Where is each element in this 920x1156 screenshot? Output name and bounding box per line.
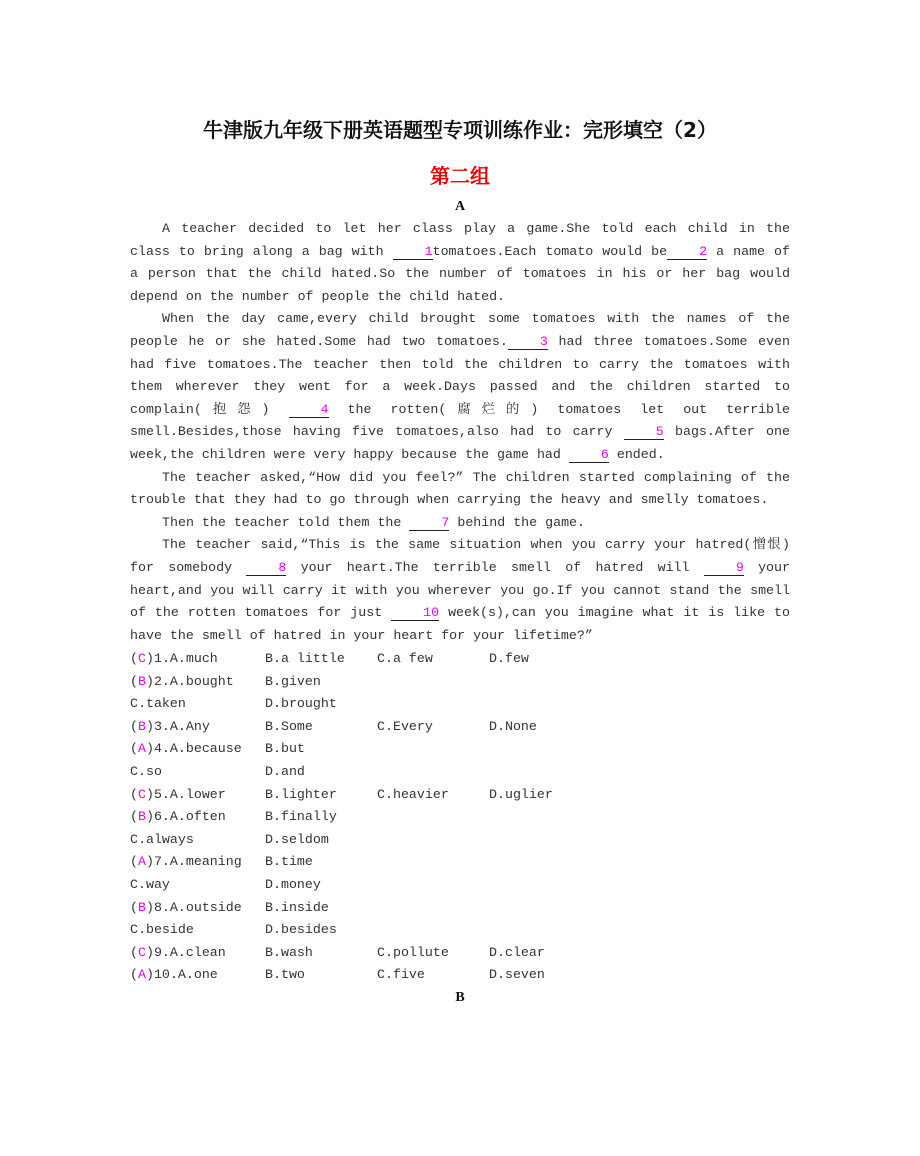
option-text: B.wash [265,944,313,960]
blank-9: 9 [704,560,744,576]
option-cell [265,851,377,874]
option-cell [130,942,265,965]
option-text: C.heavier [377,786,449,802]
paren: ( [130,673,138,689]
blank-4: 4 [289,402,329,418]
paragraph [130,467,790,512]
option-cell [489,942,589,965]
option-text: B.a little [265,651,345,666]
blank-6: 6 [569,447,609,463]
option-cell [130,919,265,942]
paragraph-text: Then the teacher told them the [162,514,410,530]
option-text: C.pollute [377,944,449,960]
option-text: C.beside [130,922,194,938]
paren: ) [145,944,154,960]
option-cell [265,738,377,761]
option-row [130,964,589,987]
paragraph-text: tomatoes.Each tomato would be [432,243,668,259]
option-cell [265,964,377,987]
option-cell [265,829,377,852]
option-cell [265,784,377,807]
option-cell [489,784,589,807]
paren: ) [145,673,154,689]
paren: ) [145,741,154,757]
paren: ) [145,854,154,870]
paragraph-text: had three tomatoes.Some even had five tomatoes.The teacher then told the children to carry the tomatoes with them wherever they went for a week.Days passed and the children started to complain(抱怨) [130,333,791,417]
paren: ) [145,786,154,802]
option-row [130,897,589,920]
option-text: C.taken [130,696,186,712]
option-text: B.Some [265,718,313,734]
paragraph [130,218,790,308]
option-text: B.given [265,673,321,689]
option-text: 8.A.outside [153,899,242,915]
option-text: B.time [265,854,313,870]
answer-letter: A [137,967,146,983]
option-cell [130,671,265,694]
paren: ( [130,741,138,757]
paragraph-text: behind the game. [449,514,586,530]
option-cell [489,716,589,739]
option-text: C.a few [377,651,433,666]
answer-letter: A [137,741,146,757]
option-cell [265,648,377,671]
option-cell [265,874,377,897]
option-cell [377,942,489,965]
option-cell [377,648,489,671]
option-text: B.but [265,741,305,757]
paren: ( [130,786,138,802]
section-a-heading: A [454,199,466,214]
option-cell [377,964,489,987]
answer-letter: C [137,651,146,666]
paragraph-text: the rotten(腐烂的) tomatoes let out terrible smell.Besides,those having five tomatoes,also had to carry [130,401,790,440]
paragraph-text: A teacher decided to let her class play a game.She told each child in the class to bring along a bag with [130,221,790,259]
option-row [130,919,589,942]
option-row [130,851,589,874]
option-text: C.so [130,763,162,779]
option-cell [130,964,265,987]
option-text: D.seven [489,967,545,983]
paren: ( [130,899,138,915]
option-text: D.and [265,763,305,779]
option-cell [265,671,377,694]
paragraph-text: ended. [608,446,665,462]
option-row [130,738,589,761]
answer-letter: A [137,854,146,870]
option-text: D.seldom [265,831,329,847]
option-text: 5.A.lower [153,786,226,802]
option-cell [265,761,377,784]
paragraph-text: your heart.The terrible smell of hatred will [286,559,704,575]
option-text: 6.A.often [153,809,226,825]
option-text: 4.A.because [153,741,242,757]
option-row [130,693,589,716]
option-text: D.few [489,651,529,666]
answer-letter: C [137,944,146,960]
option-cell [130,693,265,716]
option-cell [130,738,265,761]
option-text: C.Every [377,718,433,734]
option-cell [130,829,265,852]
option-row [130,784,589,807]
option-cell [489,648,589,671]
paragraph-text: week(s),can you imagine what it is like to have the smell of hatred in your heart for your lifetime?” [130,605,790,643]
paragraph-text: your heart,and you will carry it with you wherever you go.If you cannot stand the smell of the rotten tomatoes for just [130,559,790,621]
option-text: D.besides [265,922,337,938]
paren: ) [145,651,154,666]
paren: ( [130,854,138,870]
paren: ( [130,718,138,734]
option-text: 1.A.much [153,651,218,666]
paragraph [130,534,790,647]
option-cell [377,716,489,739]
paragraph [130,512,790,535]
option-text: B.two [265,967,305,983]
blank-5: 5 [624,424,664,440]
paren: ) [145,718,154,734]
paragraph-text: When the day came,every child brought some tomatoes with the names of the people he or she hated.Some had two tomatoes. [130,311,790,349]
option-row [130,829,589,852]
blank-10: 10 [391,605,439,621]
answer-letter: B [137,899,146,915]
option-text: B.finally [265,809,337,825]
option-row [130,648,589,671]
group-heading: 第二组 [430,164,490,188]
option-cell [377,784,489,807]
paren: ( [130,651,138,666]
section-b-heading: B [455,990,465,1005]
paragraph-text: The teacher said,“This is the same situation when you carry your hatred(憎恨) for somebody [130,537,790,575]
option-text: D.None [489,718,537,734]
blank-1: 1 [393,244,433,260]
option-text: C.always [130,831,194,847]
paragraph-text: The teacher asked,“How did you feel?” The children started complaining of the trouble that they had to go through when carrying the heavy and smelly tomatoes. [130,469,790,508]
blank-2: 2 [667,244,707,260]
option-text: 3.A.Any [153,718,210,734]
option-cell [130,897,265,920]
option-cell [130,874,265,897]
passage [130,218,790,647]
paren: ( [130,809,138,825]
option-cell [489,964,589,987]
document-title: 牛津版九年级下册英语题型专项训练作业：完形填空（2） [203,118,717,142]
option-cell [265,716,377,739]
option-text: B.lighter [265,786,337,802]
option-cell [130,648,265,671]
blank-8: 8 [246,560,286,576]
option-text: D.brought [265,696,337,712]
option-text: C.five [377,967,425,983]
option-cell [130,761,265,784]
option-text: 10.A.one [153,967,218,983]
option-row [130,671,589,694]
option-text: D.clear [489,944,545,960]
blank-3: 3 [508,334,548,350]
option-text: C.way [130,876,170,892]
option-cell [265,897,377,920]
option-cell [265,693,377,716]
option-row [130,716,589,739]
answer-letter: C [137,786,146,802]
option-text: B.inside [265,899,329,915]
options-list [130,648,589,987]
option-cell [130,716,265,739]
option-row [130,761,589,784]
paren: ( [130,944,138,960]
answer-letter: B [137,673,146,689]
option-text: 7.A.meaning [153,854,242,870]
paren: ) [145,809,154,825]
answer-letter: B [137,809,146,825]
paragraph-text: bags.After one week,the children were very happy because the game had [130,424,790,462]
option-cell [265,919,377,942]
option-cell [130,806,265,829]
option-row [130,874,589,897]
option-cell [130,784,265,807]
paragraph [130,308,790,466]
answer-letter: B [137,718,146,734]
paragraph-text: a name of a person that the child hated.So the number of tomatoes in his or her bag would depend on the number of people the child hated. [130,243,790,304]
option-text: 9.A.clean [153,944,226,960]
paren: ) [145,967,154,983]
option-text: D.money [265,876,321,892]
option-text: D.uglier [489,786,553,802]
blank-7: 7 [409,515,449,531]
option-row [130,942,589,965]
paren: ( [130,967,138,983]
option-cell [265,942,377,965]
option-cell [130,851,265,874]
option-text: 2.A.bought [153,673,234,689]
option-row [130,806,589,829]
option-cell [265,806,377,829]
paren: ) [145,899,154,915]
